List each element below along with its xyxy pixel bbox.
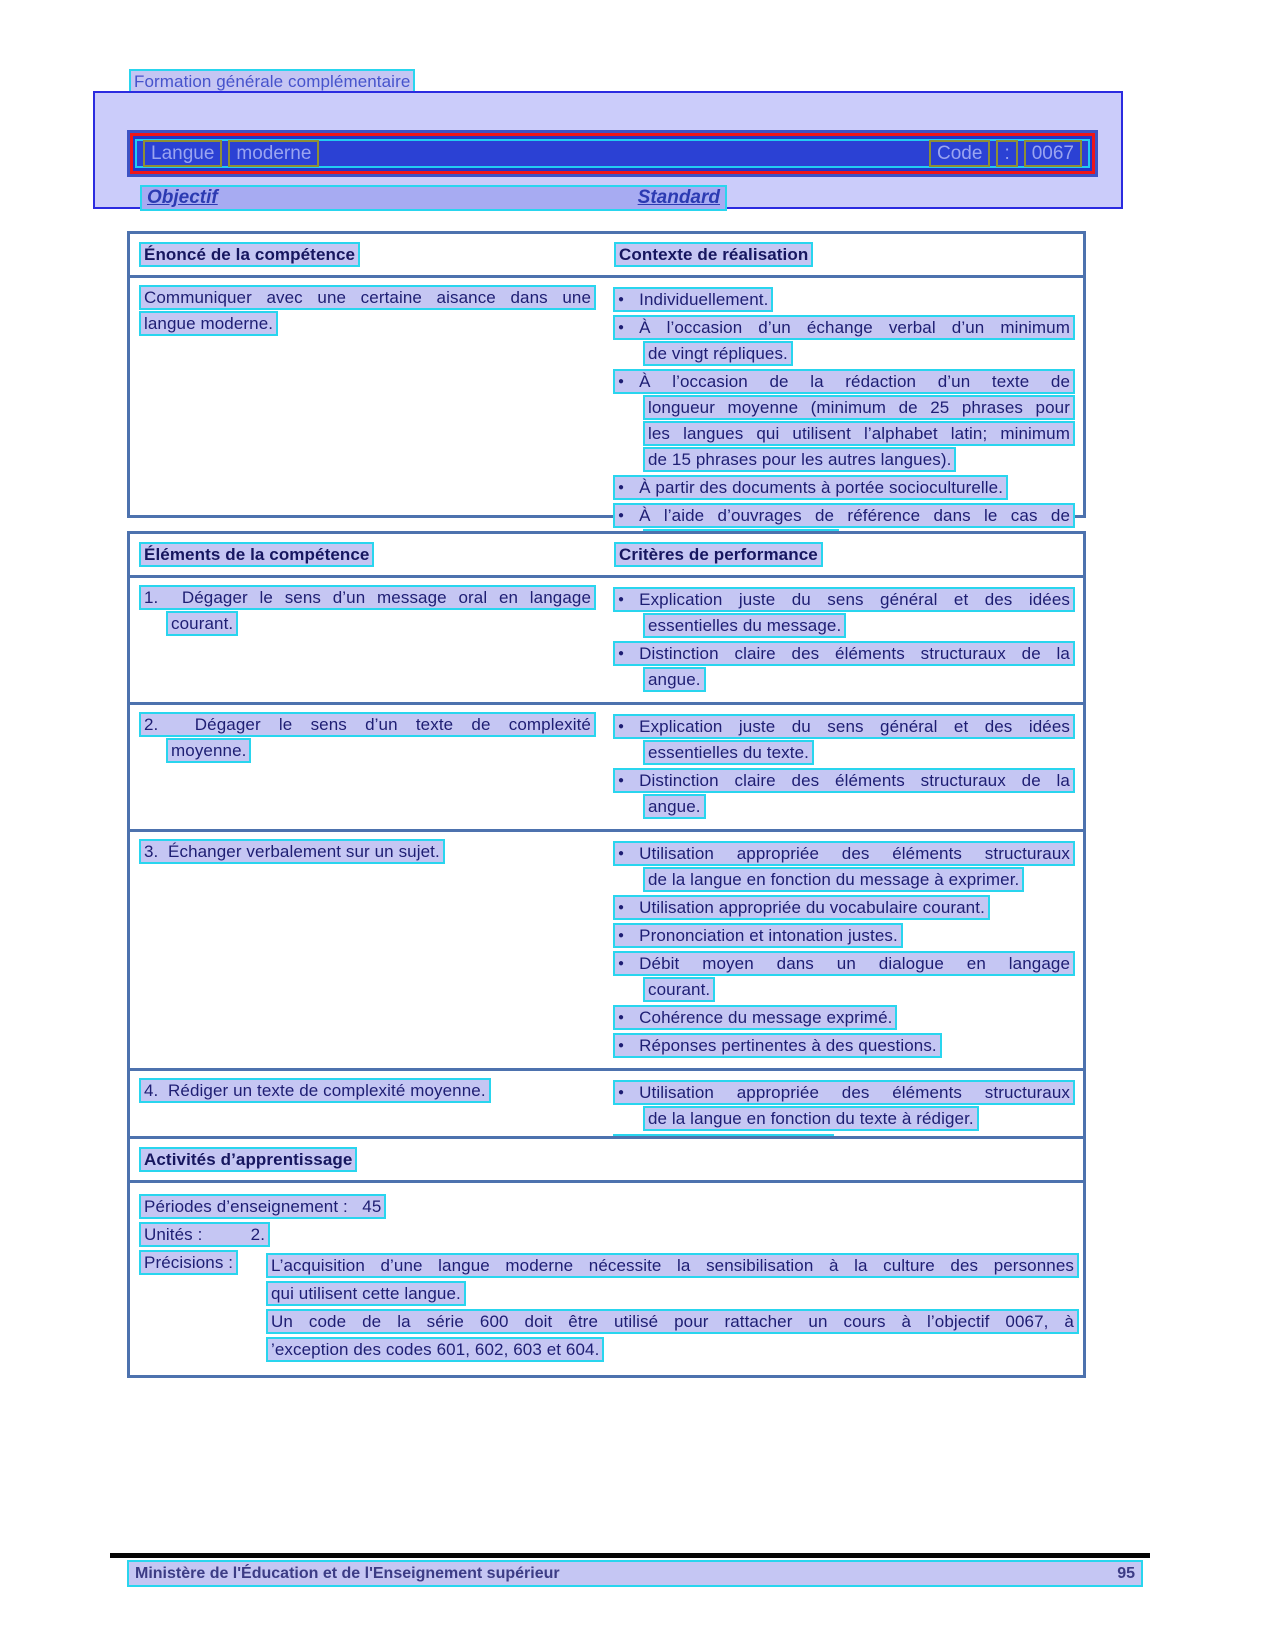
bullet-dot-icon: ●: [618, 1040, 625, 1051]
banner-title-words: [143, 140, 319, 167]
row-left-cell: [130, 838, 600, 1060]
code-colon: :: [996, 140, 1017, 167]
banner-text-strip: [135, 139, 1090, 168]
table-header-right: Contexte de réalisation: [614, 242, 813, 267]
text-line: les langues qui utilisent l’alphabet latin; minimum: [643, 421, 1075, 446]
bullet-item: [613, 641, 1075, 692]
text-line-row: [266, 1309, 1079, 1334]
text-line-row: [613, 1080, 1075, 1105]
text-line: angue.: [643, 667, 706, 692]
banner-code-group: [929, 140, 1082, 167]
text-line: ● À l’aide d’ouvrages de référence dans le cas de: [613, 503, 1075, 528]
text-line: de la langue en fonction du texte à rédiger.: [643, 1106, 979, 1131]
table-body: [130, 278, 1083, 564]
banner-word: Langue: [143, 140, 222, 167]
text-line: ● Réponses pertinentes à des questions.: [613, 1033, 942, 1058]
bullet-item: [613, 1080, 1075, 1131]
table-header-left: Énoncé de la compétence: [139, 242, 360, 267]
text-line-row: [166, 738, 600, 763]
text-line-row: [266, 1281, 1079, 1306]
text-line: longueur moyenne (minimum de 25 phrases pour: [643, 395, 1075, 420]
table-header-left: Éléments de la compétence: [139, 542, 374, 567]
text-line-row: [643, 613, 1075, 638]
text-line: essentielles du message.: [643, 613, 846, 638]
activities-header-row: [130, 1139, 1083, 1183]
text-line-row: [643, 867, 1075, 892]
row-left-cell: [130, 284, 600, 556]
text-line-row: [613, 895, 1075, 920]
text-line: de la langue en fonction du message à exprimer.: [643, 867, 1024, 892]
bullet-item: [613, 923, 1075, 948]
bullet-dot-icon: ●: [618, 510, 625, 521]
text-line: qui utilisent cette langue.: [266, 1281, 466, 1306]
table-header-right: Critères de performance: [614, 542, 823, 567]
bullet-dot-icon: ●: [618, 958, 625, 969]
objective-panel: [93, 91, 1123, 209]
bullet-item: [613, 951, 1075, 1002]
text-line-row: [613, 1033, 1075, 1058]
text-line: ● Distinction claire des éléments structuraux de la: [613, 768, 1075, 793]
bullet-dot-icon: ●: [618, 376, 625, 387]
bullet-dot-icon: ●: [618, 902, 625, 913]
text-line-row: [643, 667, 1075, 692]
text-line-row: [613, 641, 1075, 666]
text-line-row: [266, 1337, 1079, 1362]
activities-header: Activités d’apprentissage: [139, 1147, 357, 1172]
table-row: [130, 702, 1083, 829]
text-line-row: [166, 611, 600, 636]
table-row: [130, 578, 1083, 702]
bullet-dot-icon: ●: [618, 775, 625, 786]
bullet-dot-icon: ●: [618, 848, 625, 859]
activities-body: [130, 1183, 1083, 1375]
text-line: ● Utilisation appropriée du vocabulaire courant.: [613, 895, 990, 920]
text-line: 3. Échanger verbalement sur un sujet.: [139, 839, 445, 864]
text-line-row: [613, 475, 1075, 500]
code-value: 0067: [1024, 140, 1082, 167]
text-line: ● Utilisation appropriée des éléments structuraux: [613, 1080, 1075, 1105]
ministry-label: Ministère de l'Éducation et de l'Enseignement supérieur: [135, 1564, 560, 1582]
text-line-row: [643, 421, 1075, 446]
page-number: 95: [1117, 1564, 1135, 1582]
text-line: moyenne.: [166, 738, 251, 763]
row-right-cell: [600, 711, 1083, 821]
text-line-row: [139, 285, 600, 310]
text-line: essentielles du texte.: [643, 740, 814, 765]
banner-red-frame: [130, 133, 1095, 174]
text-line: 2. Dégager le sens d’un texte de complexité: [139, 712, 596, 737]
text-line: de vingt répliques.: [643, 341, 793, 366]
text-line: ● Explication juste du sens général et des idées: [613, 587, 1075, 612]
text-line-row: [613, 1005, 1075, 1030]
text-line-row: [613, 587, 1075, 612]
bullet-item: [613, 1005, 1075, 1030]
bullet-dot-icon: ●: [618, 930, 625, 941]
objectif-standard-bar: [140, 185, 727, 211]
text-line: courant.: [643, 977, 715, 1002]
text-line: 1. Dégager le sens d’un message oral en langage: [139, 585, 596, 610]
banner-word: moderne: [228, 140, 319, 167]
bullet-item: [613, 895, 1075, 920]
precisions-content: [266, 1250, 1079, 1365]
bullet-item: [613, 587, 1075, 638]
text-line-row: [139, 311, 600, 336]
bullet-item: [613, 1033, 1075, 1058]
text-line-row: [613, 768, 1075, 793]
text-line-row: [139, 585, 600, 610]
text-line-row: [643, 794, 1075, 819]
text-line-row: [613, 951, 1075, 976]
text-line: ● Cohérence du message exprimé.: [613, 1005, 897, 1030]
text-line: 4. Rédiger un texte de complexité moyenne.: [139, 1078, 491, 1103]
bullet-item: [613, 841, 1075, 892]
text-line-row: [643, 447, 1075, 472]
text-line-row: [643, 740, 1075, 765]
activities-box: [127, 1136, 1086, 1378]
text-line: courant.: [166, 611, 238, 636]
text-line: ’exception des codes 601, 602, 603 et 604.: [266, 1337, 604, 1362]
text-line: angue.: [643, 794, 706, 819]
text-line: ● Débit moyen dans un dialogue en langage: [613, 951, 1075, 976]
table-header-row: [130, 534, 1083, 578]
standard-label: Standard: [637, 187, 720, 208]
row-right-cell: [600, 838, 1083, 1060]
unites-line: Unités : 2.: [139, 1222, 270, 1247]
table-row: [130, 829, 1083, 1068]
footer-bar: [127, 1560, 1143, 1587]
bullet-item: [613, 369, 1075, 472]
bullet-dot-icon: ●: [618, 648, 625, 659]
bullet-dot-icon: ●: [618, 594, 625, 605]
text-line-row: [643, 341, 1075, 366]
text-line-row: [613, 503, 1075, 528]
text-line-row: [643, 977, 1075, 1002]
header-label: Formation générale complémentaire: [129, 69, 415, 94]
row-right-cell: [600, 284, 1083, 556]
bullet-dot-icon: ●: [618, 322, 625, 333]
objectif-label: Objectif: [147, 187, 218, 208]
text-line: ● Utilisation appropriée des éléments structuraux: [613, 841, 1075, 866]
table-header-row: [130, 234, 1083, 278]
text-line-row: [613, 923, 1075, 948]
text-line-row: [643, 395, 1075, 420]
text-line: ● Individuellement.: [613, 287, 773, 312]
text-line: L’acquisition d’une langue moderne nécessite la sensibilisation à la culture des personnes: [266, 1253, 1079, 1278]
text-line-row: [643, 1106, 1075, 1131]
bullet-item: [613, 315, 1075, 366]
text-line: ● Distinction claire des éléments structuraux de la: [613, 641, 1075, 666]
bullet-dot-icon: ●: [618, 1087, 625, 1098]
table-row: [130, 278, 1083, 564]
bullet-item: [613, 714, 1075, 765]
text-line: ● À l’occasion d’un échange verbal d’un minimum: [613, 315, 1075, 340]
text-line-row: [613, 714, 1075, 739]
periodes-line: Périodes d’enseignement : 45: [139, 1194, 386, 1219]
code-label: Code: [929, 140, 990, 167]
row-left-cell: [130, 711, 600, 821]
text-line: ● À l’occasion de la rédaction d’un texte de: [613, 369, 1075, 394]
text-line: de 15 phrases pour les autres langues).: [643, 447, 956, 472]
text-line: langue moderne.: [139, 311, 278, 336]
row-left-cell: [130, 584, 600, 694]
bullet-dot-icon: ●: [618, 1012, 625, 1023]
text-line-row: [613, 841, 1075, 866]
text-line-row: [139, 839, 600, 864]
title-banner: [127, 130, 1098, 177]
text-line-row: [613, 369, 1075, 394]
text-line: ● Prononciation et intonation justes.: [613, 923, 903, 948]
text-line-row: [139, 1078, 600, 1103]
text-line-row: [266, 1253, 1079, 1278]
bullet-dot-icon: ●: [618, 294, 625, 305]
text-line-row: [613, 315, 1075, 340]
text-line: ● À partir des documents à portée socioculturelle.: [613, 475, 1008, 500]
text-line: Un code de la série 600 doit être utilisé pour rattacher un cours à l’objectif 0067, à: [266, 1309, 1079, 1334]
text-line: Communiquer avec une certaine aisance dans une: [139, 285, 596, 310]
bullet-dot-icon: ●: [618, 721, 625, 732]
bullet-item: [613, 768, 1075, 819]
row-right-cell: [600, 584, 1083, 694]
precisions-label: Précisions :: [139, 1250, 238, 1275]
bullet-dot-icon: ●: [618, 482, 625, 493]
text-line-row: [139, 712, 600, 737]
footer-rule: [110, 1553, 1150, 1558]
text-line: ● Explication juste du sens général et des idées: [613, 714, 1075, 739]
precisions-row: [139, 1250, 1075, 1365]
competence-table: [127, 231, 1086, 525]
bullet-item: [613, 287, 1075, 312]
text-line-row: [613, 287, 1075, 312]
bullet-item: [613, 475, 1075, 500]
